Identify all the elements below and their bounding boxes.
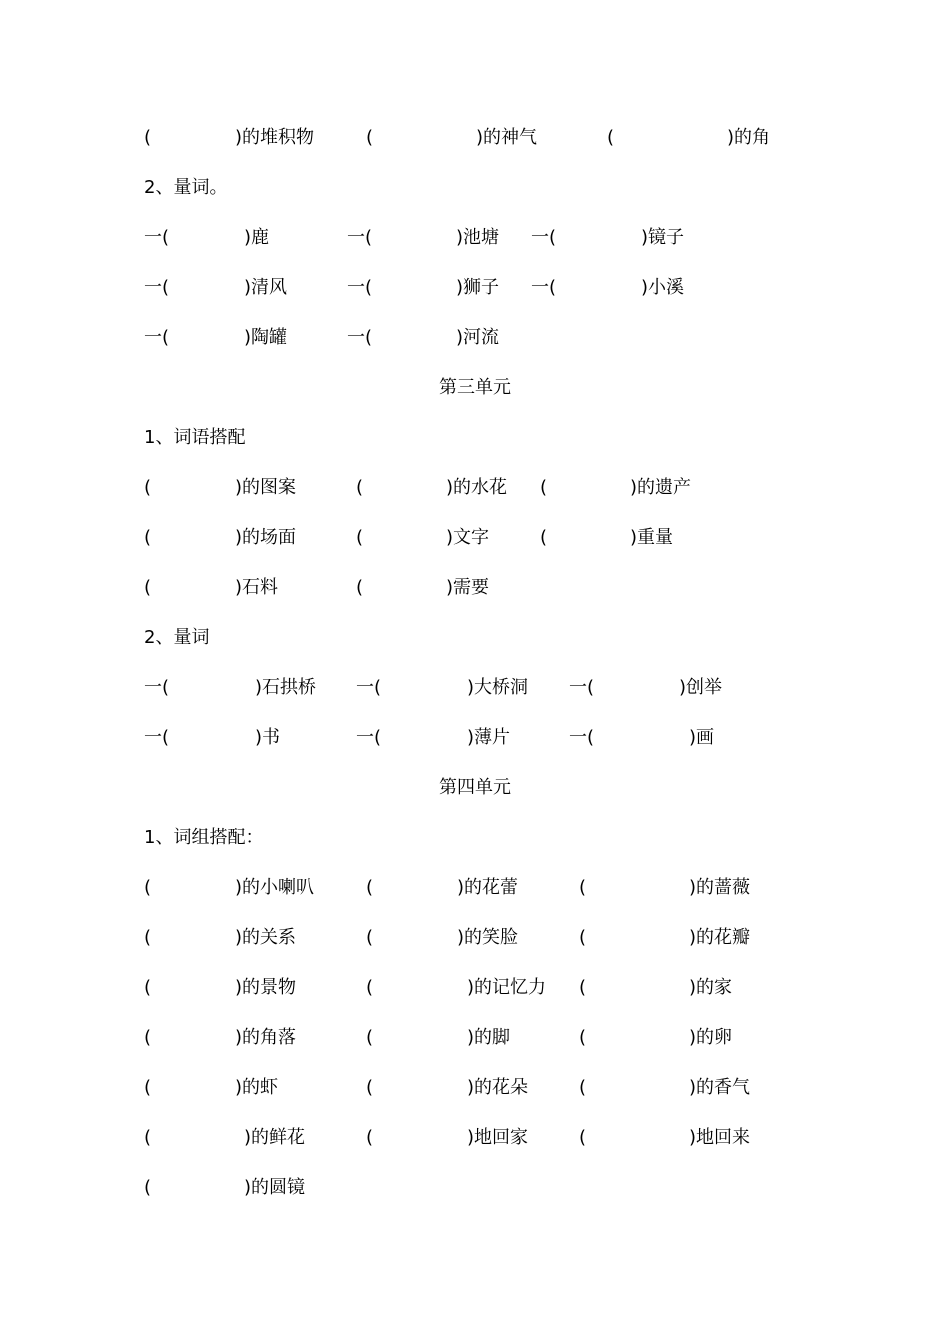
blank-suffix: )重量 bbox=[630, 527, 674, 548]
open-paren: ( bbox=[144, 1127, 152, 1148]
blank-suffix: )画 bbox=[689, 727, 715, 748]
open-paren: ( bbox=[579, 927, 587, 948]
blank-suffix: )的笑脸 bbox=[457, 927, 519, 948]
open-paren: ( bbox=[144, 1177, 152, 1198]
open-paren: 一( bbox=[144, 727, 170, 748]
open-paren: 一( bbox=[531, 227, 557, 248]
open-paren: ( bbox=[366, 927, 374, 948]
blank-suffix: )的神气 bbox=[476, 127, 538, 148]
heading-text: 2、量词 bbox=[144, 627, 210, 648]
blank-suffix: )的关系 bbox=[235, 927, 297, 948]
open-paren: ( bbox=[366, 977, 374, 998]
blank-suffix: )创举 bbox=[679, 677, 723, 698]
blank-suffix: )的脚 bbox=[467, 1027, 511, 1048]
open-paren: ( bbox=[366, 1077, 374, 1098]
blank-suffix: )书 bbox=[255, 727, 281, 748]
heading-text: 1、词语搭配 bbox=[144, 427, 246, 448]
blank-suffix: )的堆积物 bbox=[235, 127, 315, 148]
blank-suffix: )的水花 bbox=[446, 477, 508, 498]
blank-suffix: )的景物 bbox=[235, 977, 297, 998]
open-paren: 一( bbox=[144, 277, 170, 298]
open-paren: ( bbox=[144, 877, 152, 898]
blank-suffix: )鹿 bbox=[244, 227, 270, 248]
open-paren: ( bbox=[144, 527, 152, 548]
open-paren: 一( bbox=[144, 677, 170, 698]
open-paren: ( bbox=[366, 127, 374, 148]
open-paren: ( bbox=[540, 527, 548, 548]
blank-suffix: )池塘 bbox=[456, 227, 500, 248]
blank-suffix: )的家 bbox=[689, 977, 733, 998]
unit-title: 第四单元 bbox=[439, 777, 511, 798]
open-paren: ( bbox=[579, 977, 587, 998]
blank-suffix: )的鲜花 bbox=[244, 1127, 306, 1148]
blank-suffix: )的圆镜 bbox=[244, 1177, 306, 1198]
blank-suffix: )的角 bbox=[727, 127, 771, 148]
blank-suffix: )石拱桥 bbox=[255, 677, 317, 698]
blank-suffix: )石料 bbox=[235, 577, 279, 598]
heading-text: 1、词组搭配： bbox=[144, 827, 264, 848]
blank-suffix: )的记忆力 bbox=[467, 977, 547, 998]
open-paren: ( bbox=[144, 977, 152, 998]
blank-suffix: )的小喇叭 bbox=[235, 877, 315, 898]
open-paren: 一( bbox=[569, 677, 595, 698]
open-paren: ( bbox=[366, 1027, 374, 1048]
open-paren: 一( bbox=[347, 227, 373, 248]
open-paren: 一( bbox=[144, 227, 170, 248]
blank-suffix: )的卵 bbox=[689, 1027, 733, 1048]
open-paren: 一( bbox=[144, 327, 170, 348]
blank-suffix: )的蔷薇 bbox=[689, 877, 751, 898]
blank-suffix: )地回来 bbox=[689, 1127, 751, 1148]
open-paren: 一( bbox=[347, 327, 373, 348]
open-paren: ( bbox=[356, 477, 364, 498]
open-paren: 一( bbox=[347, 277, 373, 298]
blank-suffix: )地回家 bbox=[467, 1127, 529, 1148]
open-paren: ( bbox=[144, 927, 152, 948]
open-paren: ( bbox=[144, 1077, 152, 1098]
heading-text: 2、量词。 bbox=[144, 177, 228, 198]
blank-suffix: )薄片 bbox=[467, 727, 511, 748]
blank-suffix: )的花瓣 bbox=[689, 927, 751, 948]
open-paren: ( bbox=[144, 127, 152, 148]
blank-suffix: )河流 bbox=[456, 327, 500, 348]
open-paren: ( bbox=[579, 1077, 587, 1098]
blank-suffix: )的香气 bbox=[689, 1077, 751, 1098]
open-paren: ( bbox=[579, 877, 587, 898]
open-paren: ( bbox=[579, 1127, 587, 1148]
blank-suffix: )的虾 bbox=[235, 1077, 279, 1098]
blank-suffix: )大桥洞 bbox=[467, 677, 529, 698]
blank-suffix: )的图案 bbox=[235, 477, 297, 498]
open-paren: 一( bbox=[356, 677, 382, 698]
open-paren: ( bbox=[579, 1027, 587, 1048]
open-paren: ( bbox=[366, 877, 374, 898]
open-paren: 一( bbox=[531, 277, 557, 298]
blank-suffix: )的遗产 bbox=[630, 477, 692, 498]
blank-suffix: )的花蕾 bbox=[457, 877, 519, 898]
blank-suffix: )的角落 bbox=[235, 1027, 297, 1048]
open-paren: ( bbox=[144, 477, 152, 498]
blank-suffix: )的花朵 bbox=[467, 1077, 529, 1098]
open-paren: ( bbox=[356, 577, 364, 598]
unit-title: 第三单元 bbox=[439, 377, 511, 398]
blank-suffix: )需要 bbox=[446, 577, 490, 598]
blank-suffix: )陶罐 bbox=[244, 327, 288, 348]
blank-suffix: )文字 bbox=[446, 527, 490, 548]
blank-suffix: )狮子 bbox=[456, 277, 500, 298]
open-paren: ( bbox=[366, 1127, 374, 1148]
blank-suffix: )小溪 bbox=[641, 277, 685, 298]
open-paren: ( bbox=[144, 1027, 152, 1048]
open-paren: 一( bbox=[569, 727, 595, 748]
blank-suffix: )镜子 bbox=[641, 227, 685, 248]
open-paren: ( bbox=[540, 477, 548, 498]
open-paren: ( bbox=[144, 577, 152, 598]
open-paren: ( bbox=[356, 527, 364, 548]
open-paren: 一( bbox=[356, 727, 382, 748]
open-paren: ( bbox=[607, 127, 615, 148]
blank-suffix: )的场面 bbox=[235, 527, 297, 548]
blank-suffix: )清风 bbox=[244, 277, 288, 298]
